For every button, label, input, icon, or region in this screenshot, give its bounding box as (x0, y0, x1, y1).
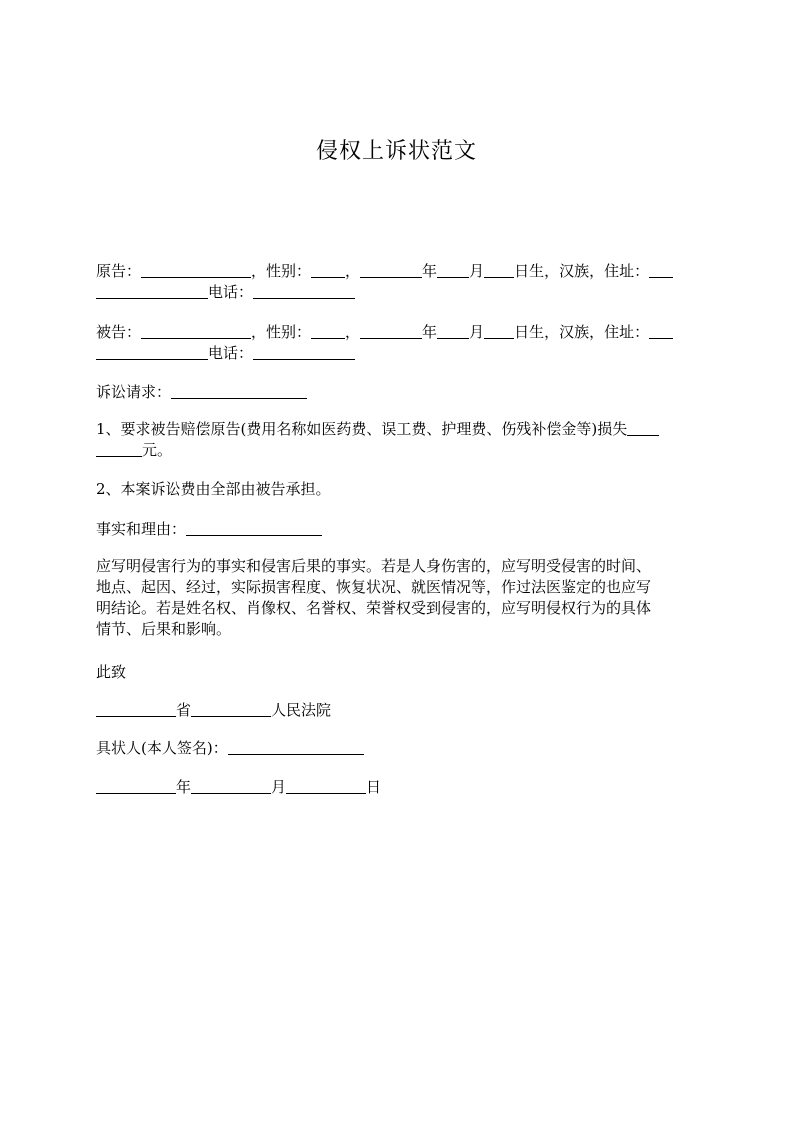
court-line (96, 700, 696, 721)
defendant-label: 被告： (96, 323, 142, 341)
date-month-blank[interactable] (191, 778, 271, 794)
plaintiff-comma: ， (345, 262, 361, 280)
defendant-name-blank[interactable] (141, 323, 251, 339)
plaintiff-gender-blank[interactable] (311, 262, 345, 278)
province-label: 省 (176, 701, 192, 719)
defendant-phone-blank[interactable] (253, 344, 355, 360)
defendant-month-label: 月 (469, 323, 485, 341)
claim-amount-blank-2[interactable] (96, 441, 142, 457)
document-title: 侵权上诉状范文 (315, 139, 477, 164)
plaintiff-month-blank[interactable] (437, 262, 469, 278)
defendant-comma: ， (345, 323, 361, 341)
plaintiff-day-blank[interactable] (484, 262, 514, 278)
date-month-label: 月 (271, 778, 287, 796)
defendant-address-blank-2[interactable] (96, 344, 208, 360)
claim-item-1 (96, 419, 696, 461)
signer-line-row (96, 738, 696, 759)
facts-heading-line (96, 519, 696, 540)
plaintiff-name-blank[interactable] (141, 262, 251, 278)
plaintiff-year-blank[interactable] (360, 262, 422, 278)
claims-label: 诉讼请求： (96, 383, 172, 401)
defendant-gender-label: ，性别： (251, 323, 312, 341)
defendant-line-2 (96, 343, 696, 364)
salutation (96, 662, 696, 683)
plaintiff-line-1 (96, 261, 696, 282)
date-year-label: 年 (176, 778, 192, 796)
claim-item-1-end: 元。 (142, 441, 173, 459)
court-line-row (96, 700, 696, 721)
defendant-gender-blank[interactable] (311, 323, 345, 339)
plaintiff-birth-address-label: 日生，汉族，住址： (514, 262, 650, 280)
claims-heading (96, 382, 696, 403)
plaintiff-line-2 (96, 282, 696, 303)
signer-line (96, 738, 696, 759)
date-line (96, 777, 696, 798)
defendant-block (96, 322, 696, 364)
plaintiff-address-blank[interactable] (649, 262, 673, 278)
claim-item-1-line-2 (96, 440, 696, 461)
claims-heading-line (96, 382, 696, 403)
claim-item-2-text: 2、本案诉讼费由全部由被告承担。 (96, 480, 331, 498)
court-label: 人民法院 (271, 701, 332, 719)
plaintiff-month-label: 月 (469, 262, 485, 280)
facts-body-line-4: 情节、后果和影响。 (96, 620, 232, 638)
date-line-row (96, 777, 696, 798)
facts-body-line-3: 明结论。若是姓名权、肖像权、名誉权、荣誉权受到侵害的，应写明侵权行为的具体 (96, 599, 652, 617)
claim-item-1-text: 1、要求被告赔偿原告(费用名称如医药费、误工费、护理费、伤残补偿金等)损失 (96, 420, 628, 438)
signer-label: 具状人(本人签名)： (96, 739, 228, 757)
defendant-birth-address-label: 日生，汉族，住址： (514, 323, 650, 341)
facts-label: 事实和理由： (96, 520, 187, 538)
plaintiff-label: 原告： (96, 262, 142, 280)
facts-body-line-2: 地点、起因、经过，实际损害程度、恢复状况、就医情况等，作过法医鉴定的也应写 (96, 578, 652, 596)
facts-body-line-1: 应写明侵害行为的事实和侵害后果的事实。若是人身伤害的，应写明受侵害的时间、 (96, 557, 652, 575)
plaintiff-phone-blank[interactable] (253, 283, 355, 299)
province-blank[interactable] (96, 701, 176, 717)
defendant-line-1 (96, 322, 696, 343)
defendant-month-blank[interactable] (437, 323, 469, 339)
date-year-blank[interactable] (96, 778, 176, 794)
claim-amount-blank[interactable] (627, 420, 659, 436)
plaintiff-address-blank-2[interactable] (96, 283, 208, 299)
claim-item-2 (96, 479, 696, 500)
defendant-address-blank[interactable] (649, 323, 673, 339)
salutation-text: 此致 (96, 663, 127, 681)
date-day-label: 日 (366, 778, 382, 796)
defendant-day-blank[interactable] (484, 323, 514, 339)
signer-blank[interactable] (228, 739, 364, 755)
claim-item-1-line-1 (96, 419, 696, 440)
plaintiff-gender-label: ，性别： (251, 262, 312, 280)
facts-blank[interactable] (186, 520, 322, 536)
defendant-phone-label: 电话： (208, 344, 254, 362)
court-city-blank[interactable] (191, 701, 271, 717)
facts-heading (96, 519, 696, 540)
defendant-year-blank[interactable] (360, 323, 422, 339)
date-day-blank[interactable] (286, 778, 366, 794)
claims-blank[interactable] (171, 383, 307, 399)
defendant-year-label: 年 (422, 323, 438, 341)
facts-body (96, 556, 696, 640)
plaintiff-year-label: 年 (422, 262, 438, 280)
plaintiff-phone-label: 电话： (208, 283, 254, 301)
plaintiff-block (96, 261, 696, 303)
